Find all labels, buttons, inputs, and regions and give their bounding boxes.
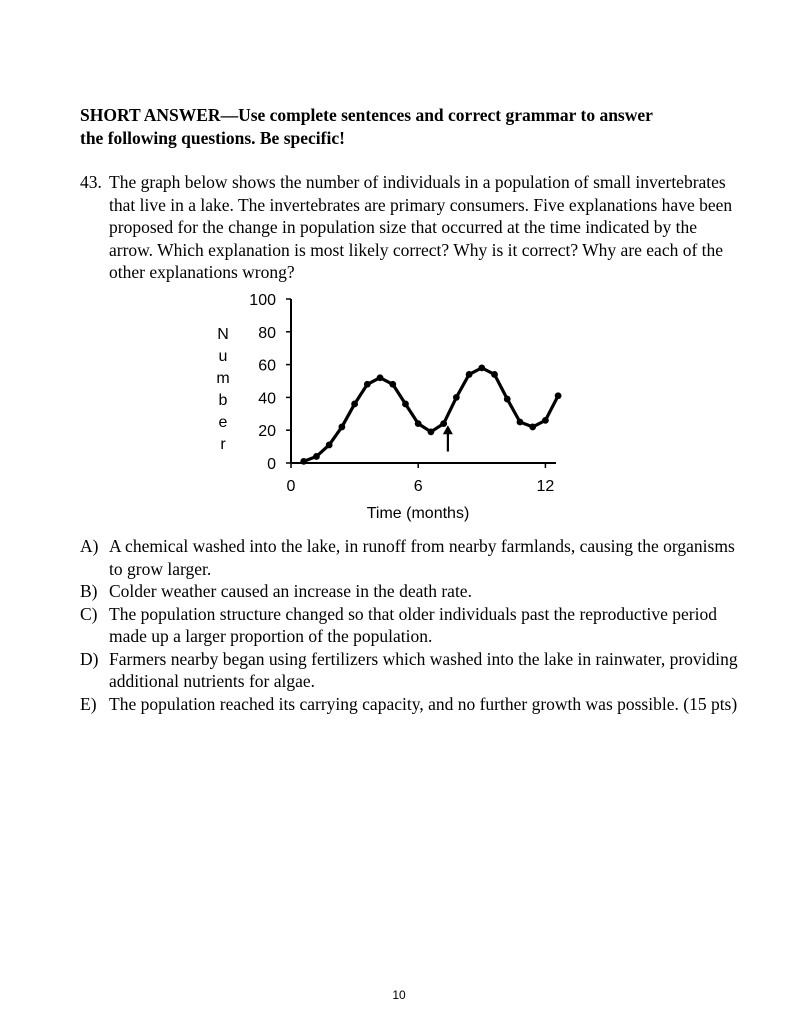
answer-letter: A) (80, 536, 99, 556)
x-tick-label: 12 (536, 478, 555, 495)
y-tick-label: 40 (258, 390, 276, 408)
data-point (453, 394, 460, 401)
answer-text: The population structure changed so that older individuals past the reproductive period made up a larger proportion of the population. (109, 603, 717, 646)
answer-letter: E) (80, 693, 97, 714)
section-heading (80, 104, 740, 150)
answer-d (80, 648, 740, 693)
series-line (304, 368, 558, 461)
answer-b (80, 580, 740, 603)
question-43 (80, 171, 740, 284)
y-tick-label: 0 (267, 456, 276, 473)
y-axis-label-letter: r (220, 436, 226, 453)
y-axis-label-letter: e (218, 414, 228, 431)
answer-letter: D) (80, 648, 99, 669)
answer-text: Farmers nearby began using fertilizers which washed into the lake in rainwater, providing additional nutrients for algae. (109, 648, 738, 691)
answer-a (80, 535, 740, 580)
data-point (529, 424, 536, 431)
data-point (389, 381, 396, 388)
question-number: 43. (80, 172, 102, 192)
population-graph (190, 288, 580, 528)
question-text: The graph below shows the number of individuals in a population of small invertebrates that live in a lake. The invertebrates are primary consumers. Five explanations have been proposed for the change in population size that occurred at the time indicated by the arrow. Which explanation is most likely correct? Why is it correct? Why are each of the other explanations wrong? (109, 172, 733, 282)
y-axis-label-letter: m (216, 370, 230, 387)
data-point (415, 420, 422, 427)
x-tick-label: 6 (413, 478, 423, 495)
answer-text: A chemical washed into the lake, in runoff from nearby farmlands, causing the organisms to grow larger. (109, 536, 735, 579)
page-number: 10 (392, 988, 406, 1002)
data-point (428, 428, 435, 435)
heading-line-1: SHORT ANSWER—Use complete sentences and correct grammar to answer (80, 105, 653, 125)
answer-text: Colder weather caused an increase in the death rate. (109, 581, 472, 601)
y-tick-label: 20 (258, 423, 276, 441)
data-point (491, 371, 498, 378)
data-point (440, 420, 447, 427)
data-point (338, 424, 345, 431)
answer-e (80, 693, 740, 716)
y-axis-label-letter: b (218, 392, 228, 409)
answer-choices (80, 535, 740, 715)
data-point (313, 453, 320, 460)
answer-c (80, 603, 740, 648)
y-axis-label-letter: N (217, 326, 229, 343)
y-tick-label: 80 (258, 324, 276, 342)
x-tick-label: 0 (286, 478, 296, 495)
data-point (478, 364, 485, 371)
data-point (326, 442, 333, 449)
y-tick-label: 100 (249, 292, 276, 309)
data-point (542, 417, 549, 424)
data-point (351, 401, 358, 408)
heading-line-2: the following questions. Be specific! (80, 128, 345, 148)
data-point (555, 392, 562, 399)
data-point (364, 381, 371, 388)
data-point (402, 401, 409, 408)
data-point (504, 396, 511, 403)
answer-letter: C) (80, 603, 98, 624)
y-axis-label-letter: u (218, 348, 228, 365)
answer-text: The population reached its carrying capacity, and no further growth was possible. (15 pts) (109, 693, 738, 714)
data-point (466, 371, 473, 378)
data-point (300, 458, 307, 465)
x-axis-label: Time (months) (366, 505, 470, 522)
y-tick-label: 60 (258, 357, 276, 375)
data-point (517, 419, 524, 426)
data-point (377, 374, 384, 381)
answer-letter: B) (80, 581, 98, 601)
